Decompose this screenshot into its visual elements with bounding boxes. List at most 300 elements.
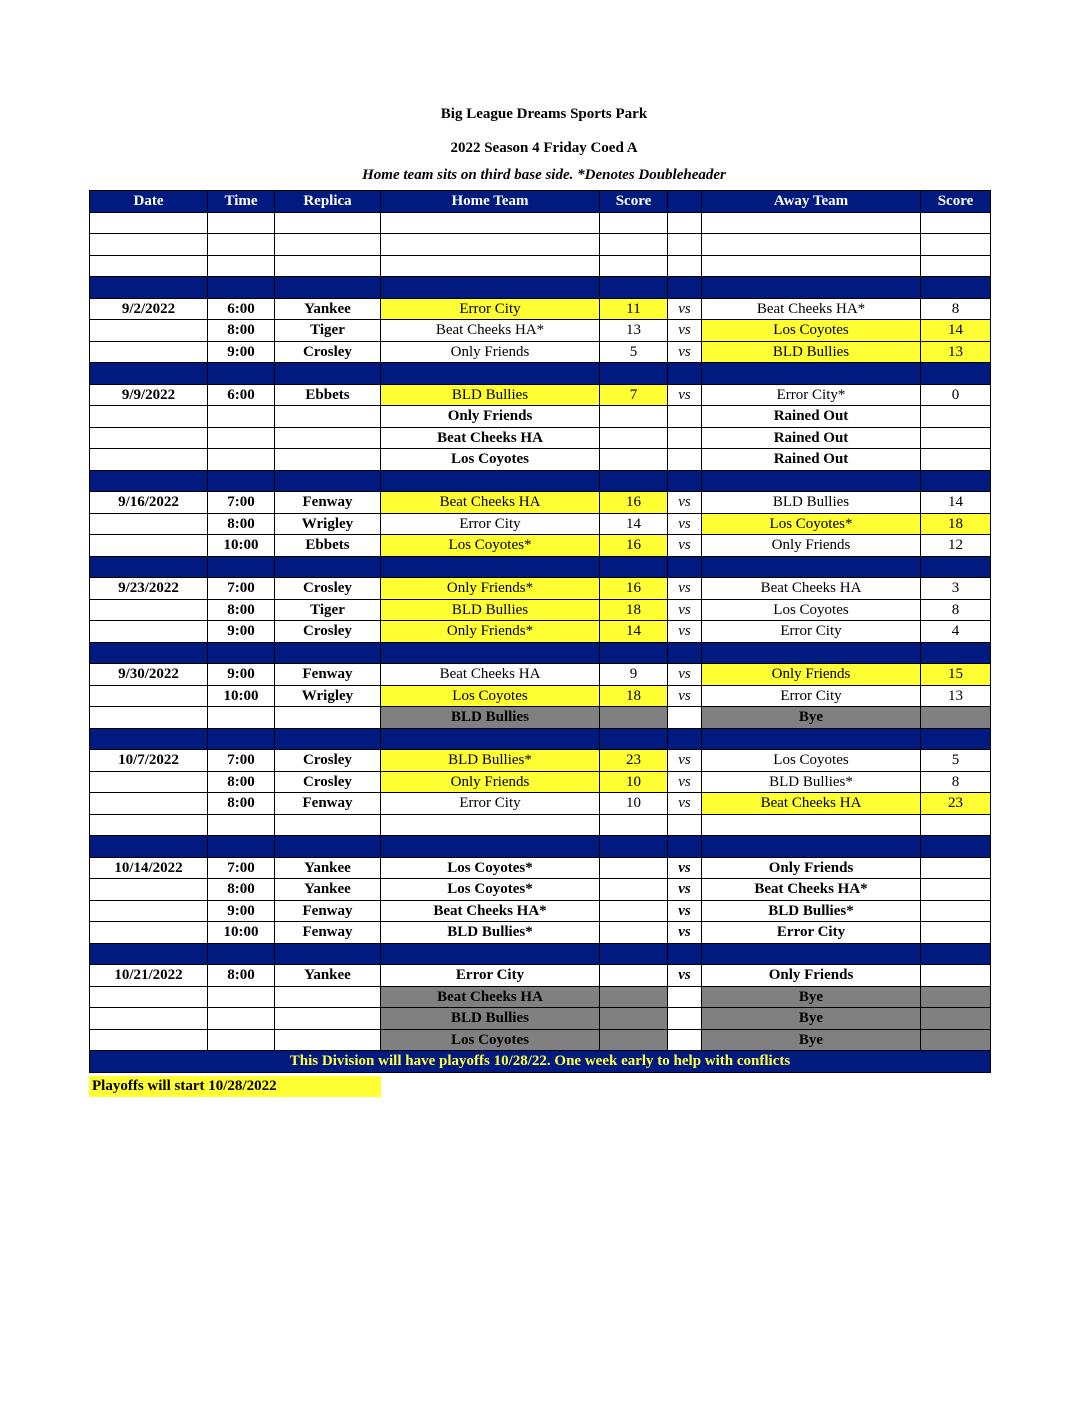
- vs-cell: vs: [668, 922, 702, 944]
- col-home-score-header: Score: [600, 191, 668, 213]
- time-cell: 8:00: [208, 513, 275, 535]
- game-row: [90, 621, 991, 643]
- replica-cell: Crosley: [275, 750, 381, 772]
- home-team-cell: Beat Cheeks HA*: [381, 320, 600, 342]
- home-team-cell: Only Friends: [381, 771, 600, 793]
- home-score-cell: [600, 857, 668, 879]
- blank-cell: [90, 814, 208, 836]
- game-row: [90, 578, 991, 600]
- home-score-cell: [600, 986, 668, 1008]
- game-row: [90, 879, 991, 901]
- blank-cell: [90, 212, 208, 234]
- home-team-cell: Los Coyotes: [381, 1029, 600, 1051]
- date-cell: [90, 449, 208, 471]
- home-score-cell: [600, 922, 668, 944]
- blank-row: [90, 212, 991, 234]
- blank-cell: [600, 255, 668, 277]
- home-team-cell: BLD Bullies*: [381, 750, 600, 772]
- home-score-cell: 7: [600, 384, 668, 406]
- replica-cell: Fenway: [275, 900, 381, 922]
- game-row: [90, 513, 991, 535]
- blank-cell: [90, 234, 208, 256]
- away-team-cell: BLD Bullies: [702, 341, 921, 363]
- date-cell: [90, 879, 208, 901]
- date-cell: [90, 707, 208, 729]
- time-cell: [208, 1008, 275, 1030]
- away-team-cell: Rained Out: [702, 449, 921, 471]
- home-score-cell: 10: [600, 793, 668, 815]
- home-team-cell: Beat Cheeks HA: [381, 664, 600, 686]
- game-row: [90, 750, 991, 772]
- blank-cell: [208, 255, 275, 277]
- bye-row: [90, 707, 991, 729]
- date-cell: 9/9/2022: [90, 384, 208, 406]
- week-separator-row: [90, 836, 991, 858]
- season-title: 2022 Season 4 Friday Coed A: [450, 140, 638, 156]
- replica-cell: Fenway: [275, 793, 381, 815]
- blank-row: [90, 814, 991, 836]
- replica-cell: Crosley: [275, 578, 381, 600]
- vs-cell: vs: [668, 621, 702, 643]
- separator-cell: [208, 728, 275, 750]
- away-score-cell: [921, 986, 991, 1008]
- home-score-cell: 18: [600, 599, 668, 621]
- game-row: [90, 685, 991, 707]
- game-row: [90, 320, 991, 342]
- home-score-cell: [600, 449, 668, 471]
- separator-cell: [275, 277, 381, 299]
- home-score-cell: [600, 1008, 668, 1030]
- date-cell: 10/21/2022: [90, 965, 208, 987]
- bye-row: [90, 986, 991, 1008]
- away-team-cell: BLD Bullies*: [702, 771, 921, 793]
- away-team-cell: Only Friends: [702, 535, 921, 557]
- away-score-cell: 0: [921, 384, 991, 406]
- separator-cell: [90, 363, 208, 385]
- date-cell: 9/30/2022: [90, 664, 208, 686]
- separator-cell: [208, 642, 275, 664]
- away-team-cell: Error City: [702, 685, 921, 707]
- time-cell: 8:00: [208, 599, 275, 621]
- vs-cell: vs: [668, 685, 702, 707]
- away-team-cell: Only Friends: [702, 857, 921, 879]
- home-team-cell: Los Coyotes*: [381, 535, 600, 557]
- replica-cell: Ebbets: [275, 535, 381, 557]
- home-team-cell: Only Friends*: [381, 621, 600, 643]
- replica-cell: [275, 427, 381, 449]
- home-team-cell: Los Coyotes: [381, 449, 600, 471]
- week-separator-row: [90, 363, 991, 385]
- blank-row: [90, 255, 991, 277]
- replica-cell: Yankee: [275, 298, 381, 320]
- home-score-cell: 13: [600, 320, 668, 342]
- separator-cell: [381, 277, 600, 299]
- time-cell: 7:00: [208, 750, 275, 772]
- separator-cell: [275, 363, 381, 385]
- header-row: [90, 191, 991, 213]
- away-team-cell: Rained Out: [702, 427, 921, 449]
- home-team-cell: Error City: [381, 513, 600, 535]
- separator-cell: [381, 728, 600, 750]
- blank-cell: [921, 212, 991, 234]
- separator-cell: [208, 943, 275, 965]
- home-team-cell: BLD Bullies: [381, 384, 600, 406]
- home-team-cell: BLD Bullies: [381, 599, 600, 621]
- date-cell: [90, 513, 208, 535]
- home-team-cell: Error City: [381, 793, 600, 815]
- time-cell: 9:00: [208, 664, 275, 686]
- blank-cell: [702, 255, 921, 277]
- away-score-cell: [921, 965, 991, 987]
- game-row: [90, 599, 991, 621]
- separator-cell: [208, 277, 275, 299]
- vs-cell: vs: [668, 900, 702, 922]
- home-team-cell: Only Friends*: [381, 578, 600, 600]
- blank-cell: [600, 212, 668, 234]
- away-team-cell: BLD Bullies*: [702, 900, 921, 922]
- home-score-cell: 14: [600, 513, 668, 535]
- separator-cell: [275, 836, 381, 858]
- separator-cell: [208, 836, 275, 858]
- date-cell: 9/2/2022: [90, 298, 208, 320]
- separator-cell: [921, 642, 991, 664]
- game-row: [90, 664, 991, 686]
- vs-cell: [668, 1008, 702, 1030]
- separator-cell: [921, 277, 991, 299]
- away-team-cell: Beat Cheeks HA: [702, 793, 921, 815]
- separator-cell: [702, 277, 921, 299]
- replica-cell: [275, 1029, 381, 1051]
- date-cell: 9/23/2022: [90, 578, 208, 600]
- replica-cell: Fenway: [275, 664, 381, 686]
- away-team-cell: Los Coyotes: [702, 320, 921, 342]
- blank-cell: [275, 255, 381, 277]
- blank-cell: [668, 234, 702, 256]
- vs-cell: [668, 427, 702, 449]
- col-time-header: Time: [208, 191, 275, 213]
- home-score-cell: 23: [600, 750, 668, 772]
- vs-cell: [668, 986, 702, 1008]
- away-score-cell: [921, 1029, 991, 1051]
- blank-cell: [381, 212, 600, 234]
- separator-cell: [702, 556, 921, 578]
- away-score-cell: 5: [921, 750, 991, 772]
- home-team-cell: Beat Cheeks HA: [381, 986, 600, 1008]
- schedule-note: Home team sits on third base side. *Denotes Doubleheader: [362, 167, 726, 183]
- time-cell: 8:00: [208, 965, 275, 987]
- date-cell: [90, 599, 208, 621]
- away-score-cell: 4: [921, 621, 991, 643]
- time-cell: 9:00: [208, 900, 275, 922]
- separator-cell: [381, 943, 600, 965]
- blank-cell: [702, 814, 921, 836]
- week-separator-row: [90, 642, 991, 664]
- separator-cell: [600, 556, 668, 578]
- home-team-cell: Los Coyotes*: [381, 879, 600, 901]
- col-replica-header: Replica: [275, 191, 381, 213]
- away-score-cell: 8: [921, 771, 991, 793]
- separator-cell: [702, 642, 921, 664]
- game-row: [90, 384, 991, 406]
- week-separator-row: [90, 943, 991, 965]
- separator-cell: [275, 556, 381, 578]
- time-cell: 10:00: [208, 922, 275, 944]
- week-separator-row: [90, 728, 991, 750]
- separator-cell: [702, 943, 921, 965]
- game-row: [90, 427, 991, 449]
- blank-cell: [275, 814, 381, 836]
- blank-cell: [921, 814, 991, 836]
- home-team-cell: Los Coyotes: [381, 685, 600, 707]
- blank-cell: [702, 234, 921, 256]
- blank-cell: [668, 255, 702, 277]
- separator-cell: [600, 836, 668, 858]
- blank-cell: [90, 255, 208, 277]
- date-cell: [90, 771, 208, 793]
- replica-cell: [275, 406, 381, 428]
- blank-row: [90, 234, 991, 256]
- separator-cell: [921, 943, 991, 965]
- vs-cell: vs: [668, 513, 702, 535]
- replica-cell: Crosley: [275, 771, 381, 793]
- separator-cell: [921, 728, 991, 750]
- away-team-cell: Error City*: [702, 384, 921, 406]
- game-row: [90, 406, 991, 428]
- separator-cell: [921, 836, 991, 858]
- separator-cell: [208, 470, 275, 492]
- date-cell: 10/14/2022: [90, 857, 208, 879]
- separator-cell: [668, 470, 702, 492]
- away-score-cell: 18: [921, 513, 991, 535]
- time-cell: 9:00: [208, 621, 275, 643]
- replica-cell: Wrigley: [275, 685, 381, 707]
- division-note: This Division will have playoffs 10/28/22. One week early to help with conflicts: [90, 1051, 991, 1073]
- away-score-cell: [921, 1008, 991, 1030]
- time-cell: 6:00: [208, 298, 275, 320]
- separator-cell: [668, 943, 702, 965]
- replica-cell: [275, 986, 381, 1008]
- home-team-cell: Los Coyotes*: [381, 857, 600, 879]
- home-score-cell: 10: [600, 771, 668, 793]
- home-team-cell: Only Friends: [381, 341, 600, 363]
- blank-cell: [921, 234, 991, 256]
- game-row: [90, 857, 991, 879]
- separator-cell: [275, 642, 381, 664]
- separator-cell: [668, 836, 702, 858]
- week-separator-row: [90, 556, 991, 578]
- vs-cell: vs: [668, 298, 702, 320]
- home-score-cell: [600, 965, 668, 987]
- time-cell: [208, 1029, 275, 1051]
- date-cell: [90, 1029, 208, 1051]
- separator-cell: [90, 642, 208, 664]
- away-score-cell: 13: [921, 341, 991, 363]
- date-cell: 10/7/2022: [90, 750, 208, 772]
- home-score-cell: [600, 900, 668, 922]
- separator-cell: [668, 363, 702, 385]
- away-score-cell: 12: [921, 535, 991, 557]
- replica-cell: Crosley: [275, 621, 381, 643]
- home-score-cell: [600, 406, 668, 428]
- replica-cell: Wrigley: [275, 513, 381, 535]
- home-score-cell: [600, 707, 668, 729]
- separator-cell: [921, 363, 991, 385]
- separator-cell: [668, 556, 702, 578]
- home-team-cell: BLD Bullies: [381, 1008, 600, 1030]
- separator-cell: [600, 642, 668, 664]
- home-score-cell: 16: [600, 535, 668, 557]
- separator-cell: [275, 728, 381, 750]
- replica-cell: Fenway: [275, 922, 381, 944]
- game-row: [90, 900, 991, 922]
- schedule-table: [89, 190, 991, 1073]
- away-score-cell: [921, 879, 991, 901]
- away-team-cell: Los Coyotes*: [702, 513, 921, 535]
- separator-cell: [600, 728, 668, 750]
- separator-cell: [275, 943, 381, 965]
- game-row: [90, 535, 991, 557]
- replica-cell: Tiger: [275, 599, 381, 621]
- separator-cell: [702, 836, 921, 858]
- away-team-cell: Error City: [702, 621, 921, 643]
- blank-cell: [702, 212, 921, 234]
- away-score-cell: 23: [921, 793, 991, 815]
- game-row: [90, 965, 991, 987]
- away-score-cell: 13: [921, 685, 991, 707]
- date-cell: [90, 427, 208, 449]
- game-row: [90, 449, 991, 471]
- vs-cell: vs: [668, 750, 702, 772]
- away-team-cell: Error City: [702, 922, 921, 944]
- week-separator-row: [90, 277, 991, 299]
- vs-cell: [668, 449, 702, 471]
- away-score-cell: [921, 922, 991, 944]
- date-cell: [90, 1008, 208, 1030]
- home-score-cell: 16: [600, 578, 668, 600]
- time-cell: [208, 707, 275, 729]
- time-cell: 8:00: [208, 320, 275, 342]
- home-team-cell: Beat Cheeks HA: [381, 427, 600, 449]
- away-team-cell: Rained Out: [702, 406, 921, 428]
- vs-cell: vs: [668, 599, 702, 621]
- time-cell: [208, 406, 275, 428]
- home-score-cell: 14: [600, 621, 668, 643]
- bye-row: [90, 1029, 991, 1051]
- replica-cell: Yankee: [275, 879, 381, 901]
- home-team-cell: Only Friends: [381, 406, 600, 428]
- separator-cell: [702, 470, 921, 492]
- date-cell: [90, 900, 208, 922]
- away-score-cell: 3: [921, 578, 991, 600]
- time-cell: 7:00: [208, 578, 275, 600]
- replica-cell: Fenway: [275, 492, 381, 514]
- game-row: [90, 771, 991, 793]
- away-team-cell: Bye: [702, 1029, 921, 1051]
- separator-cell: [668, 728, 702, 750]
- separator-cell: [208, 363, 275, 385]
- home-team-cell: BLD Bullies: [381, 707, 600, 729]
- blank-cell: [208, 234, 275, 256]
- time-cell: [208, 986, 275, 1008]
- date-cell: [90, 922, 208, 944]
- separator-cell: [702, 363, 921, 385]
- separator-cell: [381, 556, 600, 578]
- park-title: Big League Dreams Sports Park: [440, 106, 648, 122]
- home-team-cell: Beat Cheeks HA*: [381, 900, 600, 922]
- separator-cell: [702, 728, 921, 750]
- game-row: [90, 298, 991, 320]
- home-score-cell: [600, 1029, 668, 1051]
- home-score-cell: 5: [600, 341, 668, 363]
- time-cell: [208, 449, 275, 471]
- blank-cell: [600, 234, 668, 256]
- home-team-cell: BLD Bullies*: [381, 922, 600, 944]
- separator-cell: [90, 556, 208, 578]
- vs-cell: vs: [668, 341, 702, 363]
- time-cell: 7:00: [208, 857, 275, 879]
- vs-cell: vs: [668, 664, 702, 686]
- separator-cell: [90, 470, 208, 492]
- time-cell: [208, 427, 275, 449]
- away-score-cell: 8: [921, 599, 991, 621]
- away-score-cell: 15: [921, 664, 991, 686]
- time-cell: 6:00: [208, 384, 275, 406]
- time-cell: 10:00: [208, 535, 275, 557]
- separator-cell: [381, 470, 600, 492]
- time-cell: 10:00: [208, 685, 275, 707]
- vs-cell: vs: [668, 857, 702, 879]
- separator-cell: [90, 943, 208, 965]
- col-home-team-header: Home Team: [381, 191, 600, 213]
- away-score-cell: [921, 707, 991, 729]
- blank-cell: [208, 814, 275, 836]
- replica-cell: Tiger: [275, 320, 381, 342]
- playoff-start-note: Playoffs will start 10/28/2022: [89, 1076, 381, 1097]
- away-score-cell: [921, 406, 991, 428]
- separator-cell: [668, 642, 702, 664]
- date-cell: [90, 320, 208, 342]
- away-team-cell: Bye: [702, 1008, 921, 1030]
- game-row: [90, 922, 991, 944]
- separator-cell: [600, 363, 668, 385]
- separator-cell: [600, 277, 668, 299]
- separator-cell: [921, 556, 991, 578]
- date-cell: [90, 793, 208, 815]
- away-team-cell: Bye: [702, 707, 921, 729]
- separator-cell: [381, 642, 600, 664]
- away-score-cell: [921, 449, 991, 471]
- separator-cell: [381, 836, 600, 858]
- vs-cell: vs: [668, 384, 702, 406]
- away-score-cell: [921, 900, 991, 922]
- home-score-cell: [600, 427, 668, 449]
- blank-cell: [275, 234, 381, 256]
- away-team-cell: Beat Cheeks HA*: [702, 298, 921, 320]
- separator-cell: [600, 943, 668, 965]
- away-score-cell: 8: [921, 298, 991, 320]
- replica-cell: [275, 449, 381, 471]
- blank-cell: [600, 814, 668, 836]
- away-score-cell: [921, 857, 991, 879]
- col-away-score-header: Score: [921, 191, 991, 213]
- vs-cell: [668, 707, 702, 729]
- date-cell: [90, 621, 208, 643]
- vs-cell: [668, 1029, 702, 1051]
- home-score-cell: [600, 879, 668, 901]
- away-team-cell: Beat Cheeks HA*: [702, 879, 921, 901]
- game-row: [90, 492, 991, 514]
- blank-cell: [381, 255, 600, 277]
